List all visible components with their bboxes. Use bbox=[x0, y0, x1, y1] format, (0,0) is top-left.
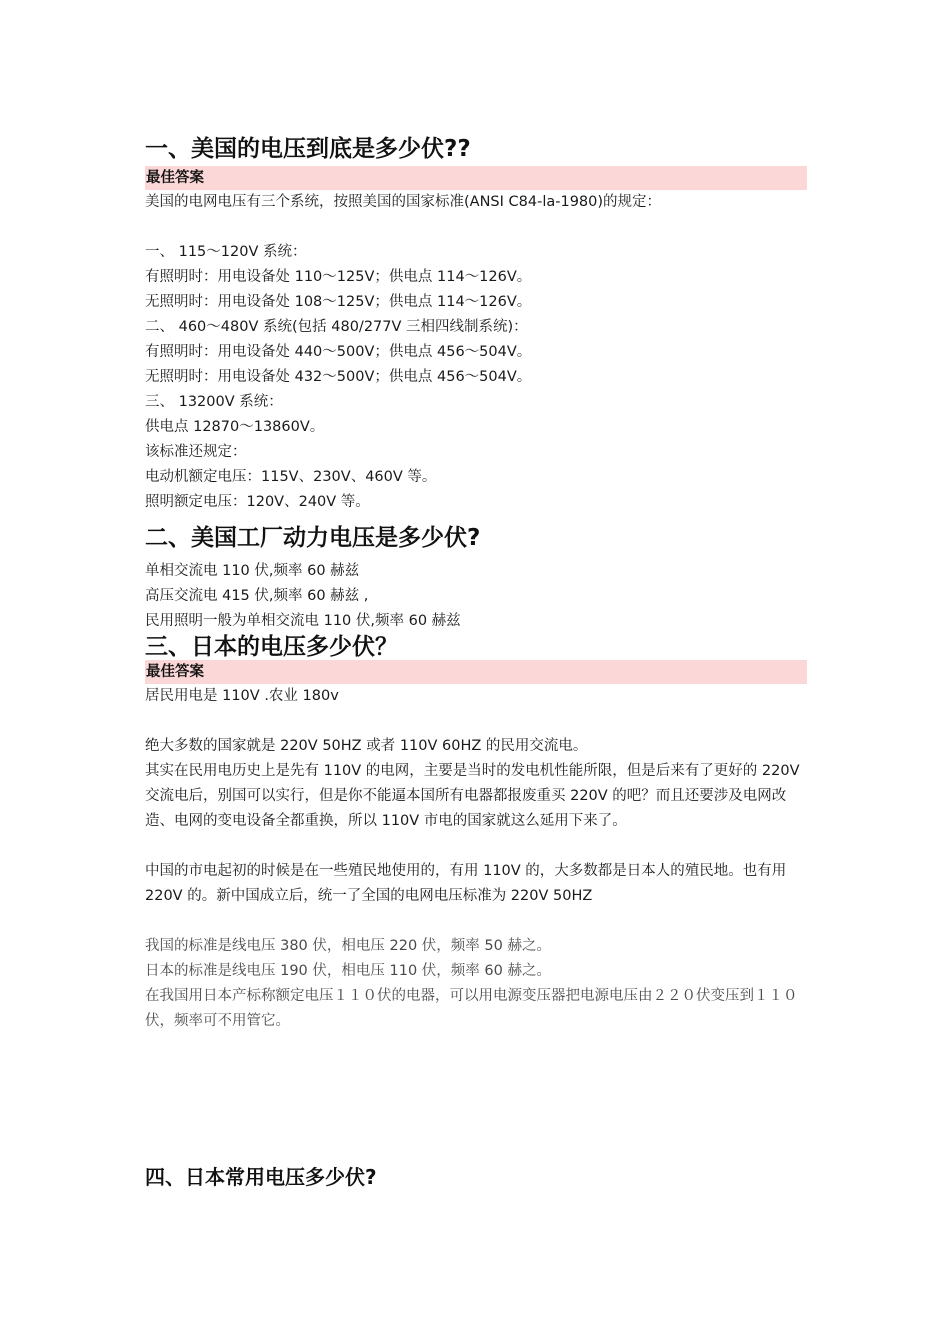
s3-gray-line-1: 我国的标准是线电压 380 伏，相电压 220 伏，频率 50 赫之。 bbox=[145, 938, 551, 954]
s1-line: 该标准还规定： bbox=[145, 444, 247, 460]
s1-line: 供电点 12870～13860V。 bbox=[145, 419, 325, 435]
s2-line: 高压交流电 415 伏,频率 60 赫兹 , bbox=[145, 588, 369, 604]
best-answer-label-2: 最佳答案 bbox=[145, 660, 807, 684]
best-answer-label-1: 最佳答案 bbox=[145, 166, 807, 190]
s1-line: 无照明时：用电设备处 108～125V；供电点 114～126V。 bbox=[145, 294, 532, 310]
s1-line: 有照明时：用电设备处 110～125V；供电点 114～126V。 bbox=[145, 269, 532, 285]
s2-line: 民用照明一般为单相交流电 110 伏,频率 60 赫兹 bbox=[145, 613, 461, 629]
s1-line: 有照明时：用电设备处 440～500V；供电点 456～504V。 bbox=[145, 344, 532, 360]
s3-paragraph-1: 绝大多数的国家就是 220V 50HZ 或者 110V 60HZ 的民用交流电。 bbox=[145, 738, 588, 754]
s1-line: 无照明时：用电设备处 432～500V；供电点 456～504V。 bbox=[145, 369, 532, 385]
s1-line: 三、 13200V 系统： bbox=[145, 394, 283, 410]
s3-gray-paragraph: 在我国用日本产标称额定电压１１０伏的电器，可以用电源变压器把电源电压由２２０伏变压到１１０伏，频率可不用管它。 bbox=[145, 988, 798, 1029]
section-2-title: 二、美国工厂动力电压是多少伏? bbox=[145, 525, 481, 551]
s3-answer: 居民用电是 110V .农业 180v bbox=[145, 688, 339, 704]
section-3-title: 三、日本的电压多少伏？ bbox=[145, 634, 398, 660]
s2-line: 单相交流电 110 伏,频率 60 赫兹 bbox=[145, 563, 360, 579]
s1-line: 照明额定电压：120V、240V 等。 bbox=[145, 494, 370, 510]
s1-line: 一、 115～120V 系统： bbox=[145, 244, 307, 260]
s3-paragraph-3: 中国的市电起初的时候是在一些殖民地使用的，有用 110V 的，大多数都是日本人的殖民地。也有用 220V 的。新中国成立后，统一了全国的电网电压标准为 220V 50HZ bbox=[145, 863, 787, 904]
s3-gray-line-2: 日本的标准是线电压 190 伏，相电压 110 伏，频率 60 赫之。 bbox=[145, 963, 551, 979]
s1-intro: 美国的电网电压有三个系统，按照美国的国家标准(ANSI C84-la-1980)的规定： bbox=[145, 194, 662, 210]
s1-line: 二、 460～480V 系统(包括 480/277V 三相四线制系统)： bbox=[145, 319, 528, 335]
section-1-title: 一、美国的电压到底是多少伏?? bbox=[145, 136, 471, 162]
s3-paragraph-2: 其实在民用电历史上是先有 110V 的电网，主要是当时的发电机性能所限，但是后来有了更好的 220V 交流电后，别国可以实行，但是你不能逼本国所有电器都报废重买 220V 的吧？而且还要涉及电网改造、电网的变电设备全都重换，所以 110V 市电的国家就这么延用下来了。 bbox=[145, 763, 800, 829]
document-page bbox=[145, 132, 807, 1189]
s1-line: 电动机额定电压：115V、230V、460V 等。 bbox=[145, 469, 437, 485]
section-4-title: 四、日本常用电压多少伏? bbox=[145, 1165, 377, 1189]
